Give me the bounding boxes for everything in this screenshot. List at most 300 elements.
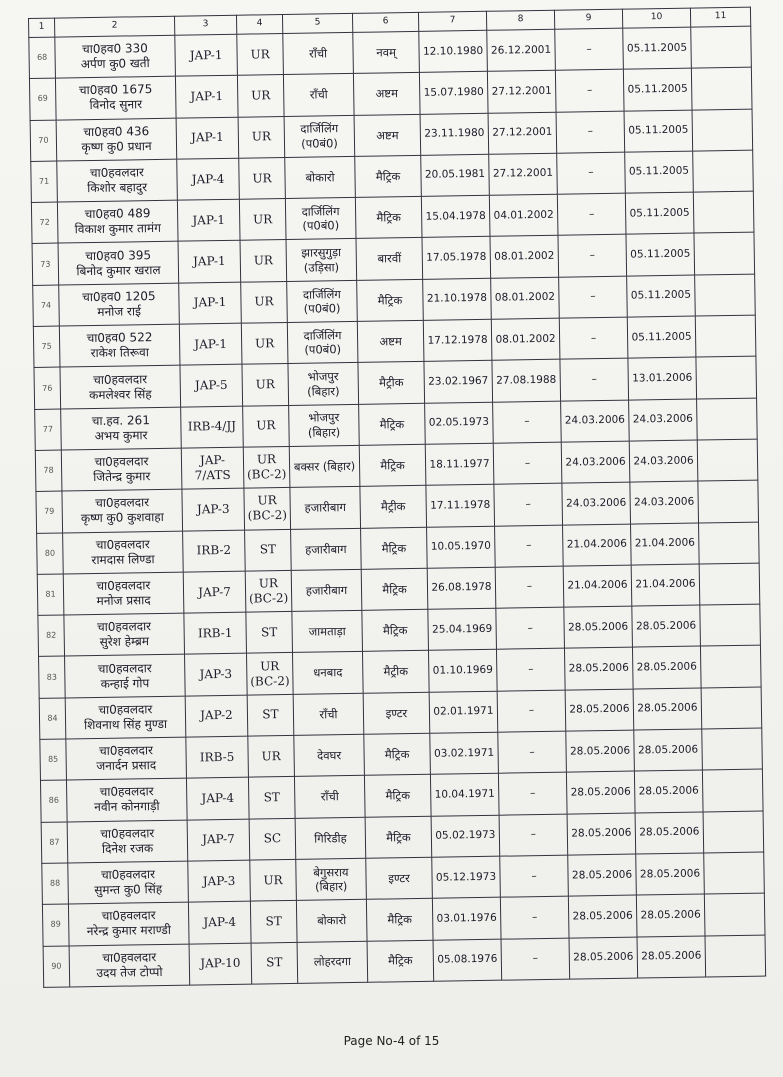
district-cell: राँची [283, 74, 354, 116]
person-name-text: विनोद सुनार [89, 97, 143, 113]
name-cell [57, 200, 178, 243]
date-col10-cell: 28.05.2006 [636, 853, 705, 895]
serial-number-cell: 81 [37, 574, 64, 616]
name-cell [63, 531, 184, 574]
date-of-birth-cell: 03.02.1971 [430, 732, 499, 774]
date-col10-cell: 28.05.2006 [636, 894, 705, 936]
person-name-text: मनोज प्रसाद [96, 593, 151, 608]
name-cell [59, 283, 180, 326]
column-header: 5 [282, 13, 352, 33]
date-of-birth-cell: 17.05.1978 [422, 237, 491, 279]
column-header: 6 [352, 12, 418, 32]
name-cell [68, 902, 189, 945]
education-cell: अष्टम [357, 320, 424, 362]
education-cell: मैट्रिक [364, 733, 431, 775]
education-cell: मैट्रिक [359, 444, 426, 486]
education-cell: बारवीं [356, 238, 423, 280]
date-col8-cell: – [500, 855, 569, 897]
category-cell: UR [248, 735, 295, 777]
date-col8-cell: 08.01.2002 [490, 236, 559, 278]
col11-cell [704, 893, 765, 935]
date-col8-cell: 27.08.1988 [492, 360, 561, 402]
category-cell: UR [241, 281, 288, 323]
date-col8-cell: – [493, 401, 562, 443]
designation-text: चा0हवलदार [94, 454, 149, 470]
designation-text: चा0हव0 1675 [78, 82, 153, 98]
unit-cell: IRB-2 [183, 530, 246, 572]
district-cell: बोकारो [285, 156, 356, 198]
date-col8-cell: – [497, 690, 566, 732]
unit-cell: JAP-3 [182, 488, 245, 530]
date-col9-cell: 28.05.2006 [569, 937, 638, 979]
date-col9-cell: 28.05.2006 [564, 606, 633, 648]
col11-cell [702, 769, 763, 811]
date-col9-cell: – [557, 193, 626, 235]
column-header: 10 [622, 8, 690, 28]
serial-number-cell: 87 [41, 822, 68, 864]
district-cell: देवघर [294, 734, 365, 776]
category-cell: UR [250, 859, 297, 901]
serial-number-cell: 69 [29, 78, 56, 120]
date-col9-cell: – [557, 152, 626, 194]
col11-cell [700, 604, 761, 646]
category-cell: UR (BC-2) [243, 446, 290, 488]
name-cell [56, 118, 177, 161]
category-cell: UR [240, 240, 287, 282]
education-cell: मैट्रिक [367, 940, 434, 982]
date-col10-cell: 05.11.2005 [625, 151, 694, 193]
designation-text: चा0हवलदार [100, 825, 155, 841]
unit-cell: JAP-7 [183, 571, 246, 613]
designation-text: चा0हवलदार [97, 619, 152, 635]
name-cell [58, 242, 179, 285]
education-cell: मैट्रीक [358, 362, 425, 404]
column-header: 2 [55, 16, 175, 37]
date-col9-cell: 28.05.2006 [564, 648, 633, 690]
date-col8-cell: 26.12.2001 [487, 29, 556, 71]
name-cell [63, 572, 184, 615]
designation-text: चा0हव0 395 [85, 247, 152, 263]
serial-number-cell: 74 [33, 285, 60, 327]
education-cell: मैट्रिक [359, 403, 426, 445]
person-name-text: सुमन्त कु0 सिंह [94, 882, 163, 898]
date-col10-cell: 05.11.2005 [627, 275, 696, 317]
category-cell: UR [237, 34, 284, 76]
serial-number-cell: 89 [42, 904, 69, 946]
serial-number-cell: 70 [30, 120, 57, 162]
date-col10-cell: 05.11.2005 [623, 27, 692, 69]
date-col10-cell: 05.11.2005 [626, 234, 695, 276]
education-cell: मैट्रिक [365, 816, 432, 858]
designation-text: चा0हवलदार [95, 536, 150, 552]
designation-text: चा0हवलदार [89, 165, 145, 181]
category-cell: UR [237, 75, 284, 117]
person-name-text: नवीन कोनगाड़ी [94, 799, 160, 815]
district-cell: बोकारो [296, 900, 367, 942]
person-name-text: उदय तेज टोप्पो [96, 964, 163, 980]
date-col8-cell: – [500, 896, 569, 938]
col11-cell [700, 646, 761, 688]
unit-cell: JAP-7/ATS [181, 447, 244, 489]
date-col8-cell: 27.12.2001 [489, 153, 558, 195]
date-col8-cell: – [496, 607, 565, 649]
unit-cell: JAP-4 [177, 158, 240, 200]
unit-cell: JAP-4 [186, 777, 249, 819]
date-col8-cell: 27.12.2001 [487, 71, 556, 113]
date-of-birth-cell: 05.02.1973 [431, 815, 500, 857]
date-col10-cell: 28.05.2006 [635, 812, 704, 854]
date-col10-cell: 28.05.2006 [634, 770, 703, 812]
district-cell: राँची [283, 32, 354, 74]
serial-number-cell: 68 [29, 37, 56, 79]
designation-text: चा0हवलदार [96, 578, 151, 593]
unit-cell: IRB-4/JJ [181, 406, 244, 448]
unit-cell: IRB-5 [186, 736, 249, 778]
date-col8-cell: – [494, 483, 563, 525]
district-cell: गिरिडीह [295, 817, 366, 859]
education-cell: मैट्रिक [361, 527, 428, 569]
date-of-birth-cell: 25.04.1969 [428, 608, 497, 650]
name-cell [66, 778, 187, 821]
col11-cell [694, 233, 755, 275]
district-cell: झारसुगुड़ा (उड़िसा) [286, 239, 357, 281]
date-col8-cell: – [493, 442, 562, 484]
records-body [29, 26, 766, 987]
category-cell: UR (BC-2) [247, 653, 294, 695]
serial-number-cell: 83 [39, 656, 66, 698]
date-col9-cell: – [556, 111, 625, 153]
education-cell: मैट्रीक [362, 651, 429, 693]
person-name-text: शिवनाथ सिंह मुण्डा [83, 716, 168, 733]
designation-text: चा0हवलदार [98, 702, 153, 717]
name-cell [57, 159, 178, 202]
name-cell [68, 861, 189, 904]
unit-cell: JAP-4 [188, 901, 251, 943]
designation-text: चा0हवलदार [100, 867, 156, 883]
date-col10-cell: 05.11.2005 [625, 192, 694, 234]
district-cell: भोजपुर (बिहार) [289, 404, 360, 446]
column-header: 3 [174, 15, 236, 35]
date-col9-cell: – [559, 276, 628, 318]
col11-cell [705, 935, 766, 977]
unit-cell: JAP-1 [175, 34, 238, 76]
date-of-birth-cell: 02.01.1971 [429, 691, 498, 733]
person-name-text: रामदास लिण्डा [91, 551, 155, 567]
col11-cell [697, 439, 758, 481]
unit-cell: JAP-1 [179, 323, 242, 365]
unit-cell: IRB-1 [184, 612, 247, 654]
education-cell: नवम् [353, 31, 420, 73]
name-cell [60, 366, 181, 409]
person-name-text: कन्हाई गोप [100, 675, 150, 691]
education-cell: मैट्रिक [357, 279, 424, 321]
serial-number-cell: 78 [35, 450, 62, 492]
date-col9-cell: 21.04.2006 [563, 565, 632, 607]
col11-cell [691, 67, 752, 109]
column-header: 1 [29, 18, 55, 37]
serial-number-cell: 90 [43, 946, 70, 988]
person-name-text: कृष्ण कु0 प्रधान [81, 138, 152, 154]
person-name-text: कृष्ण कु0 कुशवाहा [80, 510, 164, 526]
date-of-birth-cell: 26.08.1978 [427, 567, 496, 609]
designation-text: चा0हवलदार [93, 371, 148, 387]
name-cell [65, 655, 186, 698]
category-cell: UR [243, 405, 290, 447]
serial-number-cell: 82 [38, 615, 65, 657]
unit-cell: JAP-1 [178, 241, 241, 283]
name-cell [64, 613, 185, 656]
column-header: 11 [690, 7, 750, 27]
unit-cell: JAP-3 [188, 860, 251, 902]
category-cell: UR (BC-2) [245, 570, 292, 612]
col11-cell [701, 687, 762, 729]
education-cell: मैट्रीक [360, 486, 427, 528]
category-cell: UR [239, 199, 286, 241]
person-name-text: जितेन्द्र कुमार [93, 469, 151, 485]
col11-cell [699, 563, 760, 605]
designation-text: चा0हव0 522 [86, 330, 153, 346]
education-cell: इण्टर [366, 857, 433, 899]
date-of-birth-cell: 12.10.1980 [419, 30, 488, 72]
person-name-text: किशोर बहादुर [87, 180, 148, 196]
district-cell: दार्जिलिंग (प0बं0) [287, 321, 358, 363]
name-cell [55, 76, 176, 119]
unit-cell: JAP-1 [176, 117, 239, 159]
unit-cell: JAP-1 [177, 199, 240, 241]
person-name-text: अभय कुमार [94, 427, 148, 443]
category-cell: ST [251, 942, 298, 984]
education-cell: मैट्रिक [355, 197, 422, 239]
district-cell: हजारीबाग [290, 487, 361, 529]
district-cell: हजारीबाग [291, 569, 362, 611]
col11-cell [704, 852, 765, 894]
education-cell: अष्टम [353, 73, 420, 115]
date-of-birth-cell: 17.11.1978 [426, 485, 495, 527]
education-cell: मैट्रिक [362, 609, 429, 651]
date-of-birth-cell: 23.11.1980 [420, 113, 489, 155]
column-header: 8 [486, 10, 554, 30]
district-cell: राँची [293, 693, 364, 735]
education-cell: मैट्रिक [366, 898, 433, 940]
category-cell: SC [249, 818, 296, 860]
district-cell: धनबाद [293, 652, 364, 694]
col11-cell [699, 522, 760, 564]
serial-number-cell: 85 [40, 739, 67, 781]
column-header: 4 [236, 15, 282, 35]
date-col9-cell: 21.04.2006 [563, 524, 632, 566]
date-of-birth-cell: 17.12.1978 [423, 319, 492, 361]
col11-cell [696, 356, 757, 398]
date-col9-cell: 28.05.2006 [567, 813, 636, 855]
serial-number-cell: 88 [42, 863, 69, 905]
col11-cell [691, 26, 752, 68]
date-of-birth-cell: 02.05.1973 [425, 402, 494, 444]
date-col10-cell: 21.04.2006 [631, 564, 700, 606]
col11-cell [698, 480, 759, 522]
designation-text: चा0हवलदार [97, 660, 152, 676]
col11-cell [702, 728, 763, 770]
education-cell: मैट्रिक [355, 155, 422, 197]
date-col9-cell: – [560, 358, 629, 400]
col11-cell [692, 109, 753, 151]
date-col10-cell: 05.11.2005 [627, 316, 696, 358]
name-cell [61, 407, 182, 450]
date-col10-cell: 24.03.2006 [629, 440, 698, 482]
serial-number-cell: 72 [31, 202, 58, 244]
col11-cell [693, 150, 754, 192]
date-of-birth-cell: 05.12.1973 [432, 856, 501, 898]
serial-number-cell: 71 [31, 161, 58, 203]
date-of-birth-cell: 05.08.1976 [433, 939, 502, 981]
serial-number-cell: 79 [36, 491, 63, 533]
category-cell: UR [241, 323, 288, 365]
date-col8-cell: 04.01.2002 [489, 194, 558, 236]
category-cell: UR (BC-2) [244, 488, 291, 530]
date-col9-cell: 28.05.2006 [568, 854, 637, 896]
column-header: 7 [418, 11, 486, 31]
name-cell [67, 820, 188, 863]
date-of-birth-cell: 20.05.1981 [421, 154, 490, 196]
serial-number-cell: 84 [39, 698, 66, 740]
unit-cell: JAP-10 [189, 943, 252, 985]
education-cell: इण्टर [363, 692, 430, 734]
col11-cell [703, 811, 764, 853]
date-col8-cell: – [499, 814, 568, 856]
date-col8-cell: 27.12.2001 [488, 112, 557, 154]
unit-cell: JAP-3 [185, 654, 248, 696]
name-cell [62, 489, 183, 532]
col11-cell [695, 315, 756, 357]
date-col9-cell: – [559, 317, 628, 359]
unit-cell: JAP-7 [187, 819, 250, 861]
person-name-text: राकेश तिरूवा [90, 345, 150, 361]
designation-text: चा0हवलदार [102, 949, 157, 965]
date-col9-cell: 24.03.2006 [562, 482, 631, 524]
date-col10-cell: 28.05.2006 [632, 646, 701, 688]
designation-text: चा.हव. 261 [91, 412, 151, 428]
person-name-text: नरेन्द्र कुमार मराण्डी [86, 923, 172, 939]
serial-number-cell: 86 [40, 780, 67, 822]
date-col10-cell: 28.05.2006 [632, 605, 701, 647]
person-name-text: बिनोद कुमार खराल [76, 262, 161, 278]
records-table [28, 7, 766, 988]
person-name-text: कमलेश्वर सिंह [89, 386, 152, 402]
date-col10-cell: 28.05.2006 [634, 729, 703, 771]
name-cell [61, 448, 182, 491]
date-col10-cell: 28.05.2006 [633, 688, 702, 730]
date-col9-cell: 28.05.2006 [566, 730, 635, 772]
date-of-birth-cell: 10.04.1971 [430, 774, 499, 816]
person-name-text: विकाश कुमार तामंग [74, 221, 162, 237]
col11-cell [693, 191, 754, 233]
unit-cell: JAP-1 [179, 282, 242, 324]
education-cell: मैट्रिक [361, 568, 428, 610]
date-col8-cell: – [498, 772, 567, 814]
education-cell: अष्टम [354, 114, 421, 156]
district-cell: लोहरदगा [297, 941, 368, 983]
district-cell: बेगुसराय (बिहार) [296, 858, 367, 900]
date-of-birth-cell: 23.02.1967 [424, 361, 493, 403]
name-cell [55, 35, 176, 78]
district-cell: भोजपुर (बिहार) [288, 363, 359, 405]
designation-text: चा0हवलदार [99, 784, 154, 800]
date-col9-cell: 28.05.2006 [566, 771, 635, 813]
serial-number-cell: 80 [37, 533, 64, 575]
date-col8-cell: 08.01.2002 [491, 277, 560, 319]
date-of-birth-cell: 10.05.1970 [427, 526, 496, 568]
unit-cell: JAP-1 [175, 76, 238, 118]
date-col9-cell: – [555, 28, 624, 70]
designation-text: चा0हवलदार [101, 908, 156, 924]
designation-text: चा0हवलदार [98, 743, 154, 759]
name-cell [66, 737, 187, 780]
person-name-text: अर्पण कु0 खती [80, 56, 150, 72]
designation-text: चा0हव0 1205 [82, 288, 156, 305]
date-col9-cell: – [555, 69, 624, 111]
designation-text: चा0हव0 489 [84, 206, 151, 222]
date-of-birth-cell: 15.04.1978 [421, 195, 490, 237]
district-cell: राँची [294, 776, 365, 818]
district-cell: हजारीबाग [291, 528, 362, 570]
date-col8-cell: – [495, 566, 564, 608]
date-col10-cell: 21.04.2006 [631, 523, 700, 565]
date-of-birth-cell: 15.07.1980 [419, 72, 488, 114]
category-cell: UR [238, 116, 285, 158]
person-name-text: जनार्दन प्रसाद [96, 758, 157, 774]
person-name-text: सुरेश हेम्ब्रम [99, 634, 150, 650]
category-cell: ST [245, 529, 292, 571]
district-cell: जामताड़ा [292, 610, 363, 652]
date-col9-cell: 28.05.2006 [565, 689, 634, 731]
date-of-birth-cell: 18.11.1977 [425, 443, 494, 485]
date-col8-cell: – [498, 731, 567, 773]
date-col9-cell: 24.03.2006 [561, 441, 630, 483]
district-cell: दार्जिलिंग (प0बं0) [287, 280, 358, 322]
date-col10-cell: 13.01.2006 [628, 357, 697, 399]
district-cell: बक्सर (बिहार) [289, 445, 360, 487]
date-col10-cell: 24.03.2006 [629, 399, 698, 441]
date-col9-cell: 28.05.2006 [568, 895, 637, 937]
serial-number-cell: 76 [34, 367, 61, 409]
category-cell: UR [242, 364, 289, 406]
name-cell [69, 944, 190, 987]
date-col9-cell: – [558, 235, 627, 277]
serial-number-cell: 73 [32, 244, 59, 286]
category-cell: ST [246, 612, 293, 654]
date-of-birth-cell: 03.01.1976 [432, 897, 501, 939]
name-cell [59, 324, 180, 367]
district-cell: दार्जिलिंग (प0बं0) [284, 115, 355, 157]
person-name-text: मनोज राई [97, 304, 142, 319]
column-header: 9 [554, 9, 622, 29]
district-cell: दार्जिलिंग (प0बं0) [285, 198, 356, 240]
page-number: Page No-4 of 15 [343, 1034, 440, 1048]
date-of-birth-cell: 21.10.1978 [423, 278, 492, 320]
unit-cell: JAP-5 [180, 365, 243, 407]
date-col9-cell: 24.03.2006 [561, 400, 630, 442]
date-col10-cell: 05.11.2005 [624, 110, 693, 152]
designation-text: चा0हवलदार [95, 495, 150, 511]
category-cell: ST [248, 777, 295, 819]
name-cell [65, 696, 186, 739]
date-col8-cell: – [501, 938, 570, 980]
serial-number-cell: 75 [33, 326, 60, 368]
education-cell: मैट्रिक [364, 775, 431, 817]
category-cell: ST [247, 694, 294, 736]
designation-text: चा0हव0 330 [81, 41, 148, 57]
unit-cell: JAP-2 [185, 695, 248, 737]
category-cell: UR [239, 157, 286, 199]
